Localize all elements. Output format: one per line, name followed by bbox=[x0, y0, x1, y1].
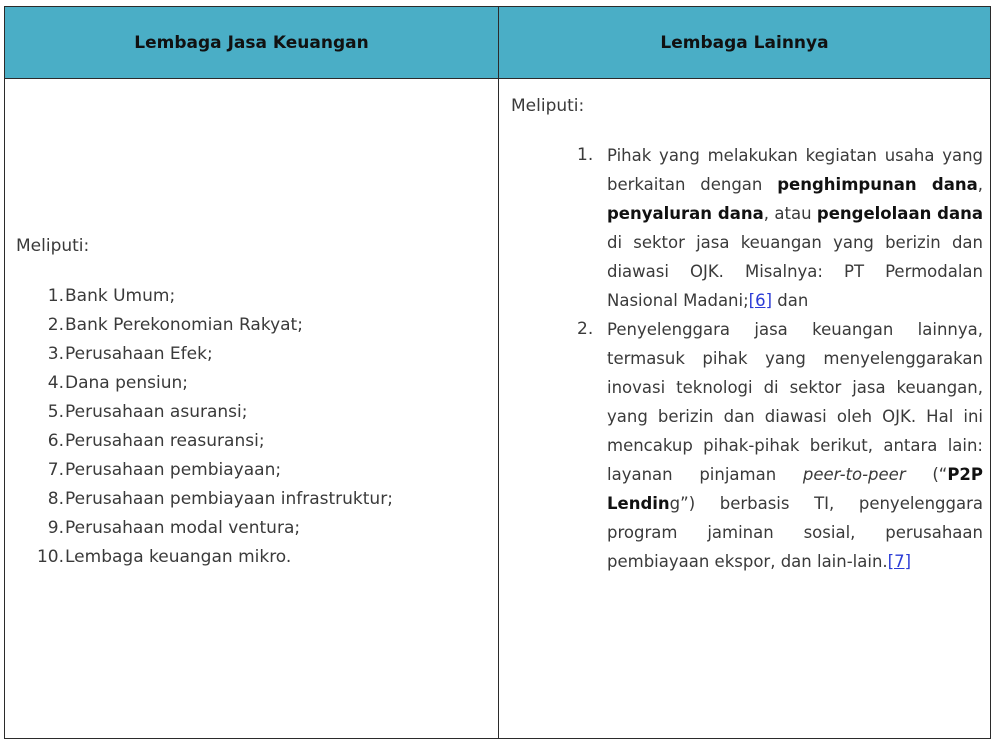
list-item bbox=[25, 427, 393, 456]
list-number: 9. bbox=[47, 518, 64, 538]
bold-term: penyaluran dana bbox=[607, 204, 764, 223]
list-number: 1. bbox=[577, 145, 594, 165]
list-item bbox=[25, 485, 393, 514]
list-number: 4. bbox=[47, 373, 64, 393]
bold-term: pengelolaan dana bbox=[816, 204, 984, 223]
list-item bbox=[577, 141, 983, 315]
paragraph-text: , bbox=[977, 175, 983, 194]
list-number: 10. bbox=[36, 547, 64, 567]
list-paragraph bbox=[607, 315, 983, 576]
list-number: 6. bbox=[47, 431, 64, 451]
list-text: Bank Umum; bbox=[65, 286, 176, 306]
footnote-link-7[interactable]: [7] bbox=[887, 552, 912, 571]
list-text: Bank Perekonomian Rakyat; bbox=[65, 315, 303, 335]
list-text: Lembaga keuangan mikro. bbox=[65, 547, 292, 567]
list-item bbox=[25, 543, 393, 572]
list-text: Perusahaan reasuransi; bbox=[65, 431, 265, 451]
list-number: 7. bbox=[47, 460, 64, 480]
paragraph-text: g”) berbasis TI, penyelenggara program jaminan sosial, perusahaan pembiayaan ekspor, dan lain-lain. bbox=[607, 494, 983, 571]
list-text: Perusahaan pembiayaan infrastruktur; bbox=[65, 489, 393, 509]
list-paragraph bbox=[607, 141, 983, 315]
header-lembaga-jasa-keuangan: Lembaga Jasa Keuangan bbox=[134, 32, 369, 53]
list-text: Perusahaan modal ventura; bbox=[65, 518, 301, 538]
list-item bbox=[25, 369, 393, 398]
list-text: Perusahaan Efek; bbox=[65, 344, 213, 364]
list-text: Dana pensiun; bbox=[65, 373, 188, 393]
list-number: 2. bbox=[577, 319, 594, 339]
list-item bbox=[25, 456, 393, 485]
paragraph-text: Penyelenggara jasa keuangan lainnya, termasuk pihak yang menyelenggarakan inovasi teknologi di sektor jasa keuangan, yang berizin dan diawasi oleh OJK. Hal ini mencakup pihak-pihak berikut, antara lain: layanan pinjaman bbox=[607, 320, 983, 484]
left-intro-text: Meliputi: bbox=[16, 236, 90, 256]
list-number: 8. bbox=[47, 489, 64, 509]
list-item bbox=[25, 311, 393, 340]
list-number: 5. bbox=[47, 402, 64, 422]
list-item bbox=[25, 514, 393, 543]
right-intro-text: Meliputi: bbox=[511, 96, 585, 116]
cell-lembaga-jasa-keuangan bbox=[5, 79, 498, 738]
paragraph-text: (“ bbox=[905, 465, 948, 484]
paragraph-text: di sektor jasa keuangan yang berizin dan diawasi OJK. Misalnya: PT Permodalan Nasional Madani; bbox=[607, 233, 983, 310]
bold-term: P2P Lendin bbox=[607, 465, 983, 513]
paragraph-text: Pihak yang melakukan kegiatan usaha yang berkaitan dengan bbox=[607, 146, 983, 194]
list-text: Perusahaan pembiayaan; bbox=[65, 460, 282, 480]
list-number: 1. bbox=[47, 286, 64, 306]
list-item bbox=[25, 340, 393, 369]
list-number: 2. bbox=[47, 315, 64, 335]
bold-term: penghimpunan dana bbox=[777, 175, 978, 194]
header-lembaga-lainnya: Lembaga Lainnya bbox=[660, 32, 829, 53]
italic-term: peer-to-peer bbox=[802, 465, 906, 484]
cell-lembaga-lainnya bbox=[499, 79, 990, 738]
comparison-table bbox=[4, 6, 991, 739]
list-item bbox=[25, 282, 393, 311]
right-list bbox=[577, 141, 983, 576]
left-list bbox=[25, 282, 393, 572]
list-text: Perusahaan asuransi; bbox=[65, 402, 248, 422]
footnote-link-6[interactable]: [6] bbox=[748, 291, 773, 310]
list-number: 3. bbox=[47, 344, 64, 364]
paragraph-text: , atau bbox=[763, 204, 817, 223]
list-item bbox=[577, 315, 983, 576]
paragraph-text: dan bbox=[772, 291, 809, 310]
list-item bbox=[25, 398, 393, 427]
